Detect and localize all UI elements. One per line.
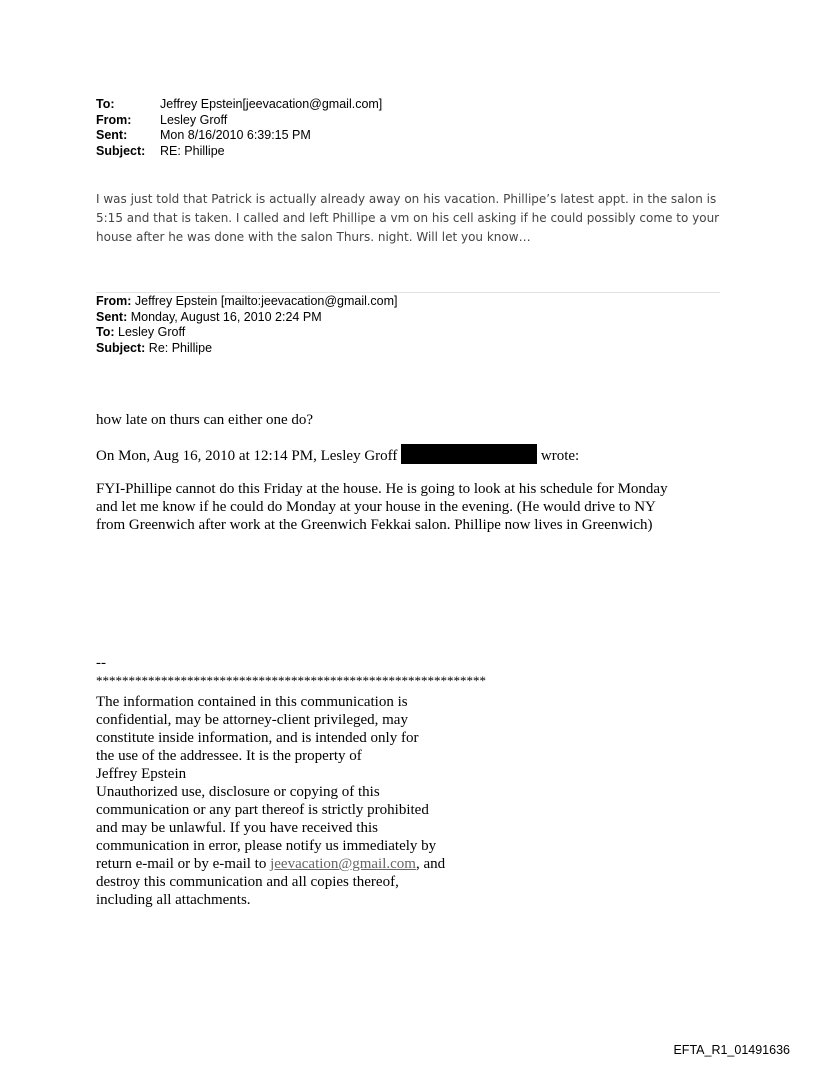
- orig-to-row: [96, 325, 397, 341]
- orig-subject-label: Subject:: [96, 340, 146, 355]
- quoted-message: [96, 480, 736, 534]
- notice-line: constitute inside information, and is intended only for: [96, 730, 419, 746]
- message-divider: [96, 292, 720, 293]
- notice-line: including all attachments.: [96, 892, 251, 908]
- notice-line: the use of the addressee. It is the property of: [96, 748, 362, 764]
- reply-line: I was just told that Patrick is actually already away on his vacation. Phillipe’s latest appt. in the salon is: [96, 192, 717, 206]
- orig-subject-row: [96, 341, 397, 357]
- orig-to-value: Lesley Groff: [118, 325, 186, 339]
- orig-from-value: Jeffrey Epstein [mailto:jeevacation@gmail.com]: [134, 294, 398, 308]
- header-to-row: [96, 97, 382, 113]
- question-text: how late on thurs can either one do?: [96, 412, 314, 428]
- reply-line: 5:15 and that is taken. I called and left Phillipe a vm on his cell asking if he could possibly come to your: [96, 211, 720, 225]
- subject-value: RE: Phillipe: [160, 143, 225, 158]
- notice-line: destroy this communication and all copies thereof,: [96, 874, 399, 890]
- reply-body: [96, 190, 736, 247]
- document-id: EFTA_R1_01491636: [673, 1043, 790, 1057]
- signature-stars: ************************************************************: [96, 673, 486, 688]
- redaction-box: [401, 444, 537, 464]
- quoted-line: from Greenwich after work at the Greenwich Fekkai salon. Phillipe now lives in Greenwich): [96, 517, 653, 533]
- header-from-row: [96, 113, 382, 129]
- notice-line: The information contained in this communication is: [96, 694, 408, 710]
- email-link[interactable]: jeevacation@gmail.com: [270, 856, 416, 872]
- reply-line: house after he was done with the salon Thurs. night. Will let you know…: [96, 230, 531, 244]
- orig-subject-value: Re: Phillipe: [148, 340, 213, 355]
- to-value: Jeffrey Epstein[jeevacation@gmail.com]: [160, 97, 383, 111]
- quote-intro-after: wrote:: [540, 448, 580, 464]
- signature-dash: --: [96, 655, 106, 671]
- link-suffix: , and: [415, 856, 446, 872]
- notice-line: communication or any part thereof is strictly prohibited: [96, 802, 429, 818]
- header-subject-row: [96, 144, 382, 160]
- quote-intro-before: On Mon, Aug 16, 2010 at 12:14 PM, Lesley Groff: [96, 448, 398, 464]
- quote-intro: [96, 444, 579, 465]
- orig-sent-value: Monday, August 16, 2010 2:24 PM: [130, 309, 322, 324]
- subject-label: Subject:: [96, 143, 146, 158]
- quoted-line: and let me know if he could do Monday at your house in the evening. (He would drive to NY: [96, 499, 656, 515]
- sent-value: Mon 8/16/2010 6:39:15 PM: [160, 128, 311, 142]
- notice-line: communication in error, please notify us immediately by: [96, 838, 437, 854]
- header-sent-row: [96, 128, 382, 144]
- notice-line: Unauthorized use, disclosure or copying of this: [96, 784, 380, 800]
- email-header: [96, 97, 382, 159]
- confidentiality-notice: [96, 693, 516, 909]
- from-value: Lesley Groff: [160, 112, 228, 127]
- orig-from-label: From:: [96, 294, 132, 308]
- orig-sent-row: [96, 310, 397, 326]
- link-prefix: return e-mail or by e-mail to: [96, 856, 271, 872]
- orig-to-label: To:: [96, 325, 115, 339]
- orig-sent-label: Sent:: [96, 309, 128, 324]
- notice-line: confidential, may be attorney-client privileged, may: [96, 712, 408, 728]
- orig-from-row: [96, 294, 397, 310]
- quoted-line: FYI-Phillipe cannot do this Friday at the house. He is going to look at his schedule for Monday: [96, 481, 668, 497]
- original-message-header: [96, 294, 397, 356]
- notice-line: Jeffrey Epstein: [96, 766, 187, 782]
- sent-label: Sent:: [96, 128, 128, 142]
- notice-line: and may be unlawful. If you have received this: [96, 820, 378, 836]
- to-label: To:: [96, 97, 115, 111]
- notice-link-line: [96, 855, 516, 873]
- from-label: From:: [96, 112, 132, 127]
